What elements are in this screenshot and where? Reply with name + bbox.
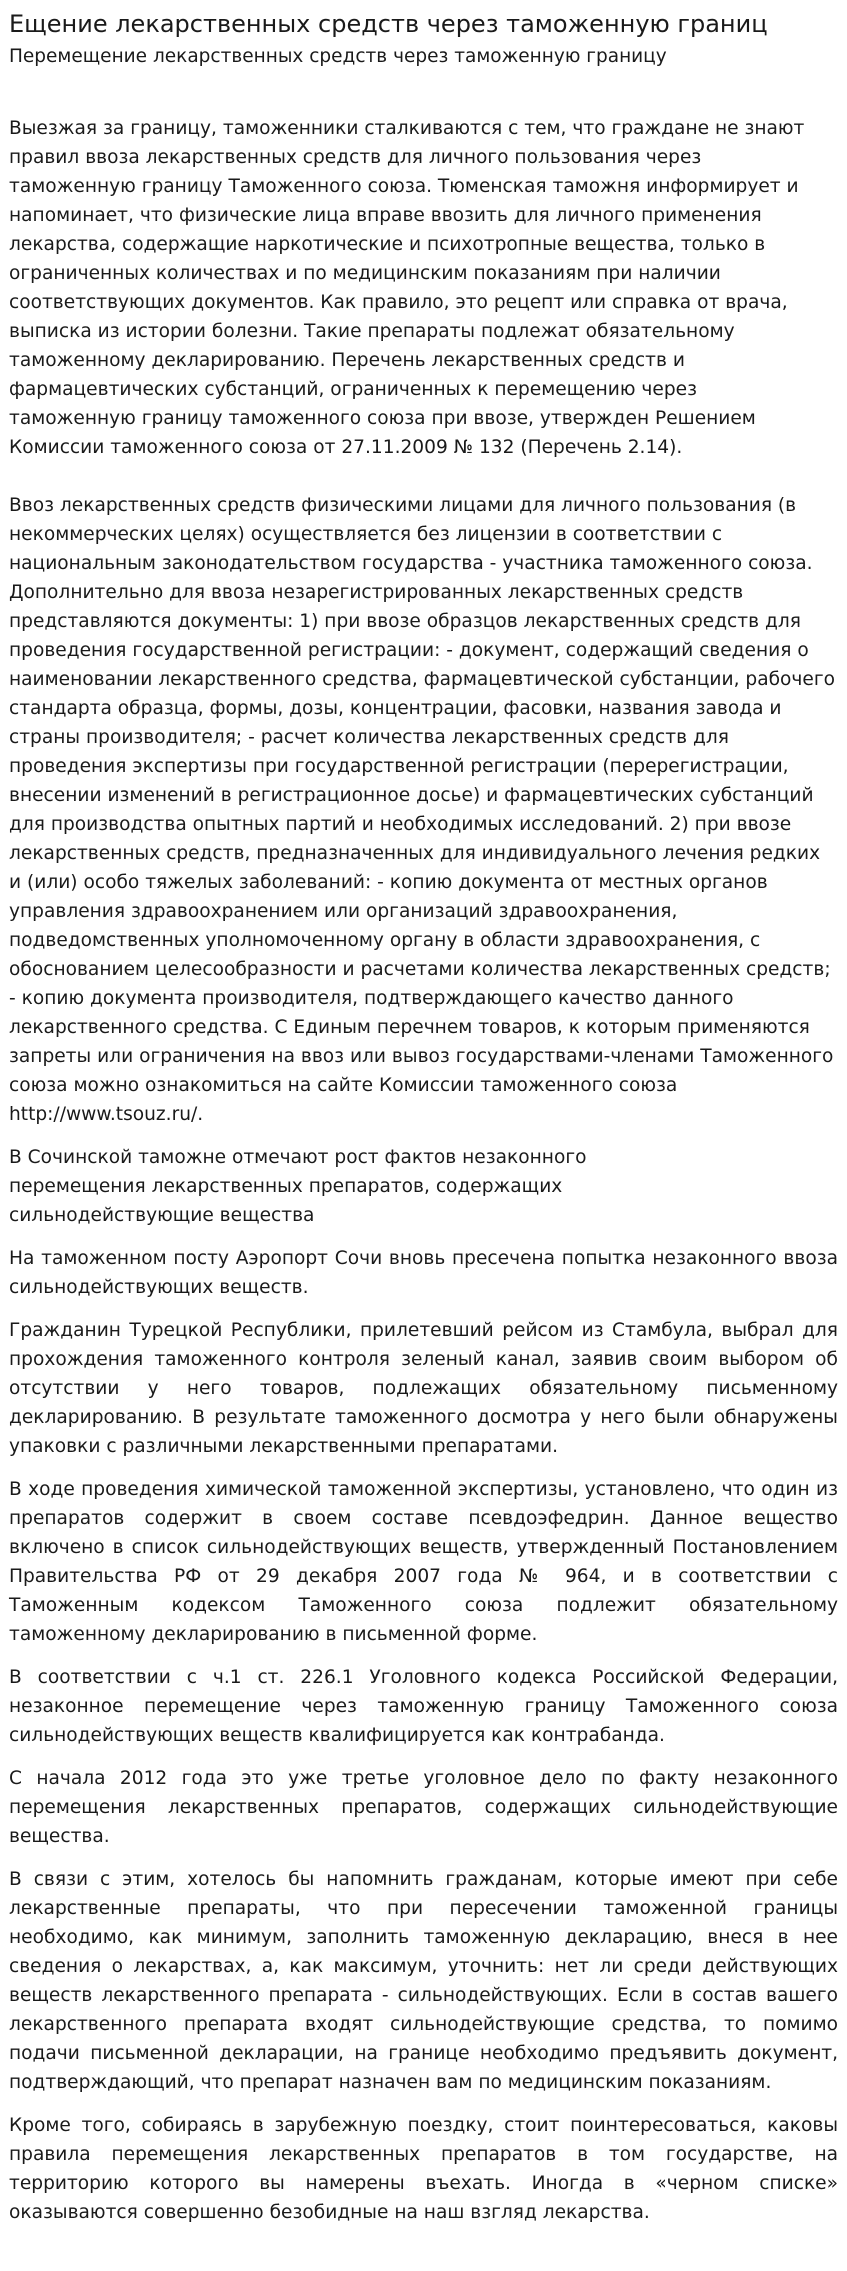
paragraph-criminal-code: В соответствии с ч.1 ст. 226.1 Уголовного кодекса Российской Федерации, незаконное перемещение через таможенную границу Таможенного союза сильнодействующих веществ квалифицируется как контрабанда. — [9, 1667, 838, 1746]
page-title: Ещение лекарственных средств через таможенную границ — [9, 10, 768, 38]
page-subtitle: Перемещение лекарственных средств через таможенную границу — [9, 46, 667, 67]
paragraph-travel-advice: Кроме того, собираясь в зарубежную поездку, стоит поинтересоваться, каковы правила перемещения лекарственных препаратов в том государстве, на территорию которого вы намерены въехать. Иногда в «черном списке» оказываются совершенно безобидные на наш взгляд лекарства. — [9, 2115, 838, 2223]
paragraph-turkish-citizen: Гражданин Турецкой Республики, прилетевший рейсом из Стамбула, выбрал для прохождения таможенного контроля зеленый канал, заявив своим выбором об отсутствии у него товаров, подлежащих обязательному письменному декларированию. В результате таможенного досмотра у него были обнаружены упаковки с различными лекарственными препаратами. — [9, 1320, 838, 1457]
paragraph-third-case: С начала 2012 года это уже третье уголовное дело по факту незаконного перемещения лекарственных препаратов, содержащих сильнодействующие вещества. — [9, 1768, 838, 1847]
paragraph-import-rules: Ввоз лекарственных средств физическими лицами для личного пользования (в некоммерческих целях) осуществляется без лицензии в соответствии с национальным законодательством государства - участника таможенного союза. Дополнительно для ввоза незарегистрированных лекарственных средств представляются документы: 1) при ввозе образцов лекарственных средств для проведения государственной регистрации: - документ, содержащий сведения о наименовании лекарственного средства, фармацевтической субстанции, рабочего стандарта образца, формы, дозы, концентрации, фасовки, названия завода и страны производителя; - расчет количества лекарственных средств для проведения экспертизы при государственной регистрации (перерегистрации, внесении изменений в регистрационное досье) и фармацевтических субстанций для производства опытных партий и необходимых исследований. 2) при ввозе лекарственных средств, предназначенных для индивидуального лечения редких и (или) особо тяжелых заболеваний: - копию документа от местных органов управления здравоохранением или организаций здравоохранения, подведомственных уполномоченному органу в области здравоохранения, с обоснованием целесообразности и расчетами количества лекарственных средств; - копию документа производителя, подтверждающего качество данного лекарственного средства. С Единым перечнем товаров, к которым применяются запреты или ограничения на ввоз или вывоз государствами-членами Таможенного союза можно ознакомиться на сайте Комиссии таможенного союза http://www.tsouz.ru/. — [9, 495, 836, 1125]
article-page — [9, 0, 838, 2227]
paragraph-sochi-heading: В Сочинской таможне отмечают рост фактов незаконного перемещения лекарственных препаратов, содержащих сильнодействующие вещества — [9, 1147, 587, 1226]
paragraph-intro: Выезжая за границу, таможенники сталкиваются с тем, что граждане не знают правил ввоза лекарственных средств для личного пользования через таможенную границу Таможенного союза. Тюменская таможня информирует и напоминает, что физические лица вправе ввозить для личного применения лекарства, содержащие наркотические и психотропные вещества, только в ограниченных количествах и по медицинским показаниям при наличии соответствующих документов. Как правило, это рецепт или справка от врача, выписка из истории болезни. Такие препараты подлежат обязательному таможенному декларированию. Перечень лекарственных средств и фармацевтических субстанций, ограниченных к перемещению через таможенную границу таможенного союза при ввозе, утвержден Решением Комиссии таможенного союза от 27.11.2009 № 132 (Перечень 2.14). — [9, 118, 805, 458]
paragraph-airport-sochi: На таможенном посту Аэропорт Сочи вновь пресечена попытка незаконного ввоза сильнодействующих веществ. — [9, 1248, 838, 1298]
paragraph-expertise: В ходе проведения химической таможенной экспертизы, установлено, что один из препаратов содержит в своем составе псевдоэфедрин. Данное вещество включено в список сильнодействующих веществ, утвержденный Постановлением Правительства РФ от 29 декабря 2007 года № 964, и в соответствии с Таможенным кодексом Таможенного союза подлежит обязательному таможенному декларированию в письменной форме. — [9, 1479, 838, 1645]
paragraph-reminder: В связи с этим, хотелось бы напомнить гражданам, которые имеют при себе лекарственные препараты, что при пересечении таможенной границы необходимо, как минимум, заполнить таможенную декларацию, внеся в нее сведения о лекарствах, а, как максимум, уточнить: нет ли среди действующих веществ лекарственного препарата - сильнодействующих. Если в состав вашего лекарственного препарата входят сильнодействующие средства, то помимо подачи письменной декларации, на границе необходимо предъявить документ, подтверждающий, что препарат назначен вам по медицинским показаниям. — [9, 1869, 838, 2093]
